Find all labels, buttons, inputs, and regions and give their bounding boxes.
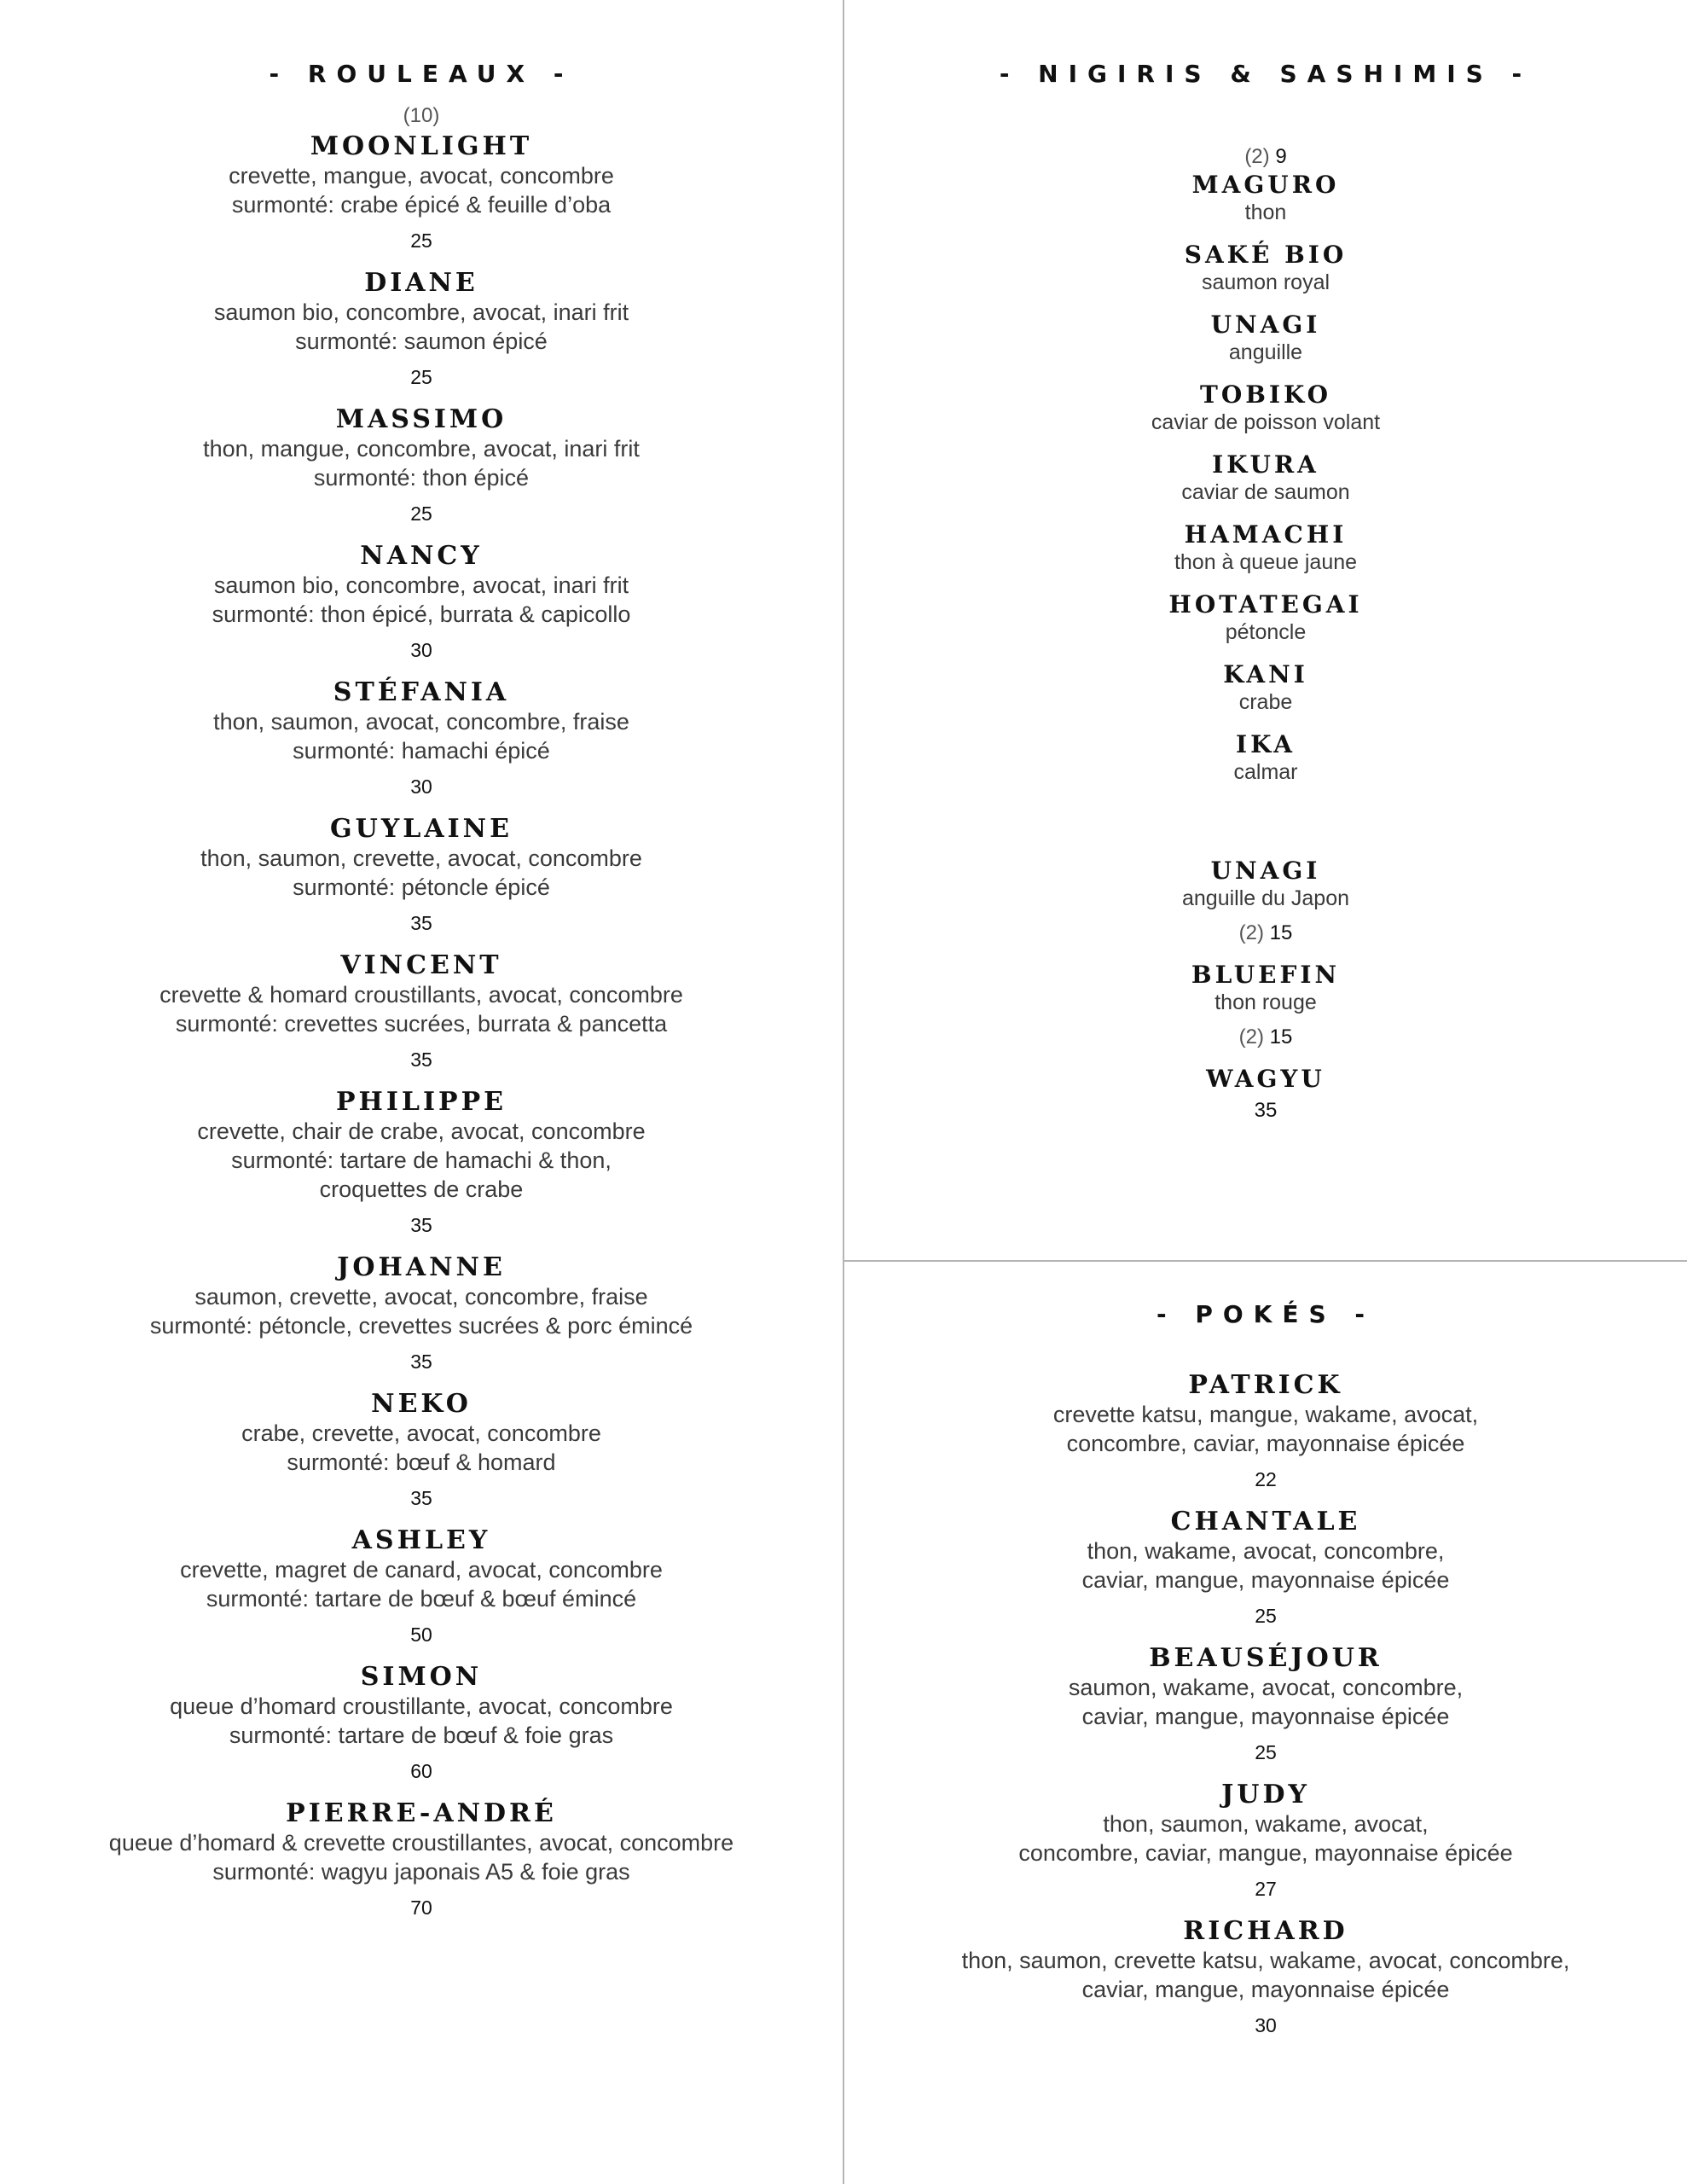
item-description: caviar de poisson volant [1151, 410, 1381, 434]
item-description: crevette, magret de canard, avocat, concombre [180, 1557, 663, 1583]
item-name: ASHLEY [351, 1525, 491, 1555]
item-description: thon, mangue, concombre, avocat, inari frit [203, 436, 640, 462]
item-price: 35 [410, 1350, 432, 1373]
item-topping: surmonté: tartare de bœuf & foie gras [229, 1722, 614, 1748]
item-description: anguille du Japon [1182, 886, 1349, 910]
item-description-continued: caviar, mangue, mayonnaise épicée [1081, 1567, 1450, 1593]
item-description: crevette, mangue, avocat, concombre [229, 163, 614, 189]
pokes-list [844, 1371, 1687, 2038]
special-item-wagyu [844, 1066, 1687, 1124]
item-topping: surmonté: tartare de bœuf & bœuf émincé [206, 1586, 637, 1612]
item-quantity: (2) [1238, 921, 1264, 944]
item-description: saumon bio, concombre, avocat, inari frit [213, 299, 629, 325]
nigiri-item-kani [844, 661, 1687, 716]
menu-item-vincent [0, 951, 843, 1072]
nigiri-item-ika [844, 731, 1687, 786]
item-name: SAKÉ BIO [1184, 241, 1348, 269]
item-price-line [844, 921, 1687, 946]
item-description-continued: concombre, caviar, mangue, mayonnaise épicée [1018, 1840, 1513, 1866]
menu-item-nancy [0, 542, 843, 663]
item-description: queue d’homard & crevette croustillantes, avocat, concombre [108, 1830, 734, 1856]
item-description: pétoncle [1225, 620, 1307, 644]
nigiris-specials [844, 857, 1687, 1124]
poke-item-patrick [844, 1371, 1687, 1492]
item-price: 25 [410, 229, 432, 252]
item-description: thon, wakame, avocat, concombre, [1087, 1538, 1445, 1564]
item-topping: surmonté: pétoncle épicé [293, 874, 550, 900]
item-description: caviar de saumon [1181, 480, 1350, 504]
item-name: MASSIMO [335, 404, 507, 434]
item-name: UNAGI [1210, 857, 1321, 885]
item-name: STÉFANIA [333, 677, 510, 707]
nigiris-count [844, 144, 1687, 170]
item-topping: surmonté: tartare de hamachi & thon, [231, 1147, 612, 1173]
item-name: IKA [1235, 730, 1296, 758]
item-name: SIMON [360, 1662, 483, 1692]
item-price: 15 [1269, 1025, 1293, 1048]
item-description: thon [1244, 200, 1287, 224]
rouleaux-title: - ROULEAUX - [269, 60, 574, 88]
item-description: saumon bio, concombre, avocat, inari frit [213, 572, 629, 598]
item-topping: surmonté: wagyu japonais A5 & foie gras [212, 1859, 630, 1885]
menu-item-diane [0, 269, 843, 390]
menu-item-guylaine [0, 815, 843, 936]
nigiri-item-maguro [844, 171, 1687, 226]
item-topping: surmonté: crabe épicé & feuille d’oba [231, 192, 612, 218]
item-name: BEAUSÉJOUR [1149, 1643, 1383, 1673]
item-price: 25 [1255, 1741, 1277, 1763]
rouleaux-section [0, 0, 843, 1936]
item-name: UNAGI [1210, 311, 1321, 339]
item-topping: surmonté: bœuf & homard [287, 1449, 556, 1475]
item-name: DIANE [364, 268, 478, 298]
item-price-line [844, 1025, 1687, 1050]
item-description: thon, saumon, crevette, avocat, concombre [200, 845, 642, 871]
item-price: 30 [1255, 2014, 1277, 2036]
poke-item-chantale [844, 1507, 1687, 1629]
item-price: 27 [1255, 1878, 1277, 1900]
nigiris-list [844, 171, 1687, 786]
item-description: thon, saumon, avocat, concombre, fraise [213, 709, 629, 735]
item-price: 25 [410, 366, 432, 388]
item-name: HAMACHI [1184, 520, 1348, 549]
item-quantity: (2) [1238, 1025, 1264, 1048]
item-description: saumon, wakame, avocat, concombre, [1068, 1675, 1464, 1700]
pokes-section [844, 1262, 1687, 2053]
item-price: 35 [410, 1048, 432, 1071]
menu-item-simon [0, 1663, 843, 1784]
item-description: queue d’homard croustillante, avocat, concombre [170, 1693, 673, 1719]
item-description: saumon royal [1201, 270, 1330, 294]
item-description: thon, saumon, wakame, avocat, [1103, 1811, 1429, 1837]
item-description-continued: concombre, caviar, mayonnaise épicée [1066, 1431, 1465, 1456]
menu-item-massimo [0, 405, 843, 526]
item-description-continued: caviar, mangue, mayonnaise épicée [1081, 1704, 1450, 1729]
item-price: 25 [1255, 1605, 1277, 1627]
item-topping: surmonté: hamachi épicé [293, 738, 550, 764]
item-price-line [844, 1098, 1687, 1124]
item-price: 25 [410, 502, 432, 525]
item-name: KANI [1223, 660, 1308, 688]
item-price: 35 [1254, 1099, 1278, 1122]
menu-item-johanne [0, 1253, 843, 1374]
item-description: saumon, crevette, avocat, concombre, fraise [194, 1284, 648, 1310]
item-description: crabe [1238, 690, 1293, 714]
item-description: crevette katsu, mangue, wakame, avocat, [1052, 1402, 1479, 1427]
item-name: RICHARD [1183, 1916, 1348, 1946]
nigiri-item-hamachi [844, 521, 1687, 576]
item-name: MAGURO [1191, 171, 1340, 199]
item-name: WAGYU [1206, 1065, 1325, 1093]
item-price: 60 [410, 1760, 432, 1782]
item-name: GUYLAINE [330, 814, 513, 844]
menu-item-stefania [0, 678, 843, 799]
item-price: 22 [1255, 1468, 1277, 1490]
item-description: thon, saumon, crevette katsu, wakame, avocat, concombre, [961, 1948, 1570, 1973]
item-price: 50 [410, 1623, 432, 1646]
item-description: calmar [1233, 760, 1298, 784]
item-price: 70 [410, 1896, 432, 1919]
menu-item-moonlight [0, 132, 843, 253]
nigiri-item-ikura [844, 451, 1687, 506]
item-description-continued: caviar, mangue, mayonnaise épicée [1081, 1977, 1450, 2002]
nigiris-price: 9 [1275, 145, 1287, 168]
nigiri-item-tobiko [844, 381, 1687, 436]
item-name: NEKO [371, 1389, 472, 1419]
menu-item-philippe [0, 1088, 843, 1238]
item-name: VINCENT [340, 950, 502, 980]
nigiri-item-sake-bio [844, 241, 1687, 296]
nigiri-item-hotategai [844, 591, 1687, 646]
item-price: 30 [410, 775, 432, 798]
item-topping: surmonté: thon épicé [313, 465, 530, 491]
item-topping-continued: croquettes de crabe [319, 1176, 524, 1202]
rouleaux-list [0, 132, 843, 1920]
poke-item-beausejour [844, 1644, 1687, 1765]
menu-item-ashley [0, 1526, 843, 1647]
item-description: crabe, crevette, avocat, concombre [241, 1420, 601, 1446]
item-name: CHANTALE [1170, 1507, 1361, 1536]
poke-item-judy [844, 1780, 1687, 1902]
item-price: 35 [410, 912, 432, 934]
item-description: crevette, chair de crabe, avocat, concombre [197, 1118, 646, 1144]
item-name: NANCY [360, 541, 483, 571]
nigiris-quantity: (2) [1244, 145, 1270, 168]
item-topping: surmonté: thon épicé, burrata & capicollo [212, 601, 631, 627]
item-price: 35 [410, 1214, 432, 1236]
poke-item-richard [844, 1917, 1687, 2038]
item-description: anguille [1228, 340, 1303, 364]
nigiris-section [844, 0, 1687, 1139]
menu-item-pierre-andre [0, 1799, 843, 1920]
item-name: MOONLIGHT [310, 131, 533, 161]
item-description: thon à queue jaune [1174, 550, 1358, 574]
item-description: thon rouge [1215, 990, 1317, 1014]
item-price: 30 [410, 639, 432, 661]
menu-item-neko [0, 1390, 843, 1511]
item-topping: surmonté: saumon épicé [295, 328, 548, 354]
pokes-title: - POKÉS - [1156, 1300, 1376, 1328]
nigiri-item-unagi [844, 311, 1687, 366]
item-name: JOHANNE [337, 1252, 506, 1282]
item-price: 35 [410, 1487, 432, 1509]
item-topping: surmonté: crevettes sucrées, burrata & pancetta [175, 1011, 668, 1037]
item-name: PHILIPPE [335, 1087, 507, 1117]
item-topping: surmonté: pétoncle, crevettes sucrées & porc émincé [149, 1313, 693, 1339]
item-name: HOTATEGAI [1168, 590, 1363, 619]
item-name: JUDY [1221, 1780, 1310, 1809]
special-item-bluefin [844, 961, 1687, 1050]
item-price: 15 [1269, 921, 1293, 944]
item-name: IKURA [1212, 450, 1319, 479]
item-name: PATRICK [1188, 1370, 1343, 1400]
item-name: TOBIKO [1200, 380, 1331, 409]
item-name: PIERRE-ANDRÉ [286, 1798, 557, 1828]
special-item-unagi [844, 857, 1687, 946]
rouleaux-count: (10) [403, 104, 440, 127]
item-description: crevette & homard croustillants, avocat, concombre [159, 982, 683, 1008]
item-name: BLUEFIN [1191, 961, 1341, 989]
nigiris-title: - NIGIRIS & SASHIMIS - [999, 60, 1533, 88]
